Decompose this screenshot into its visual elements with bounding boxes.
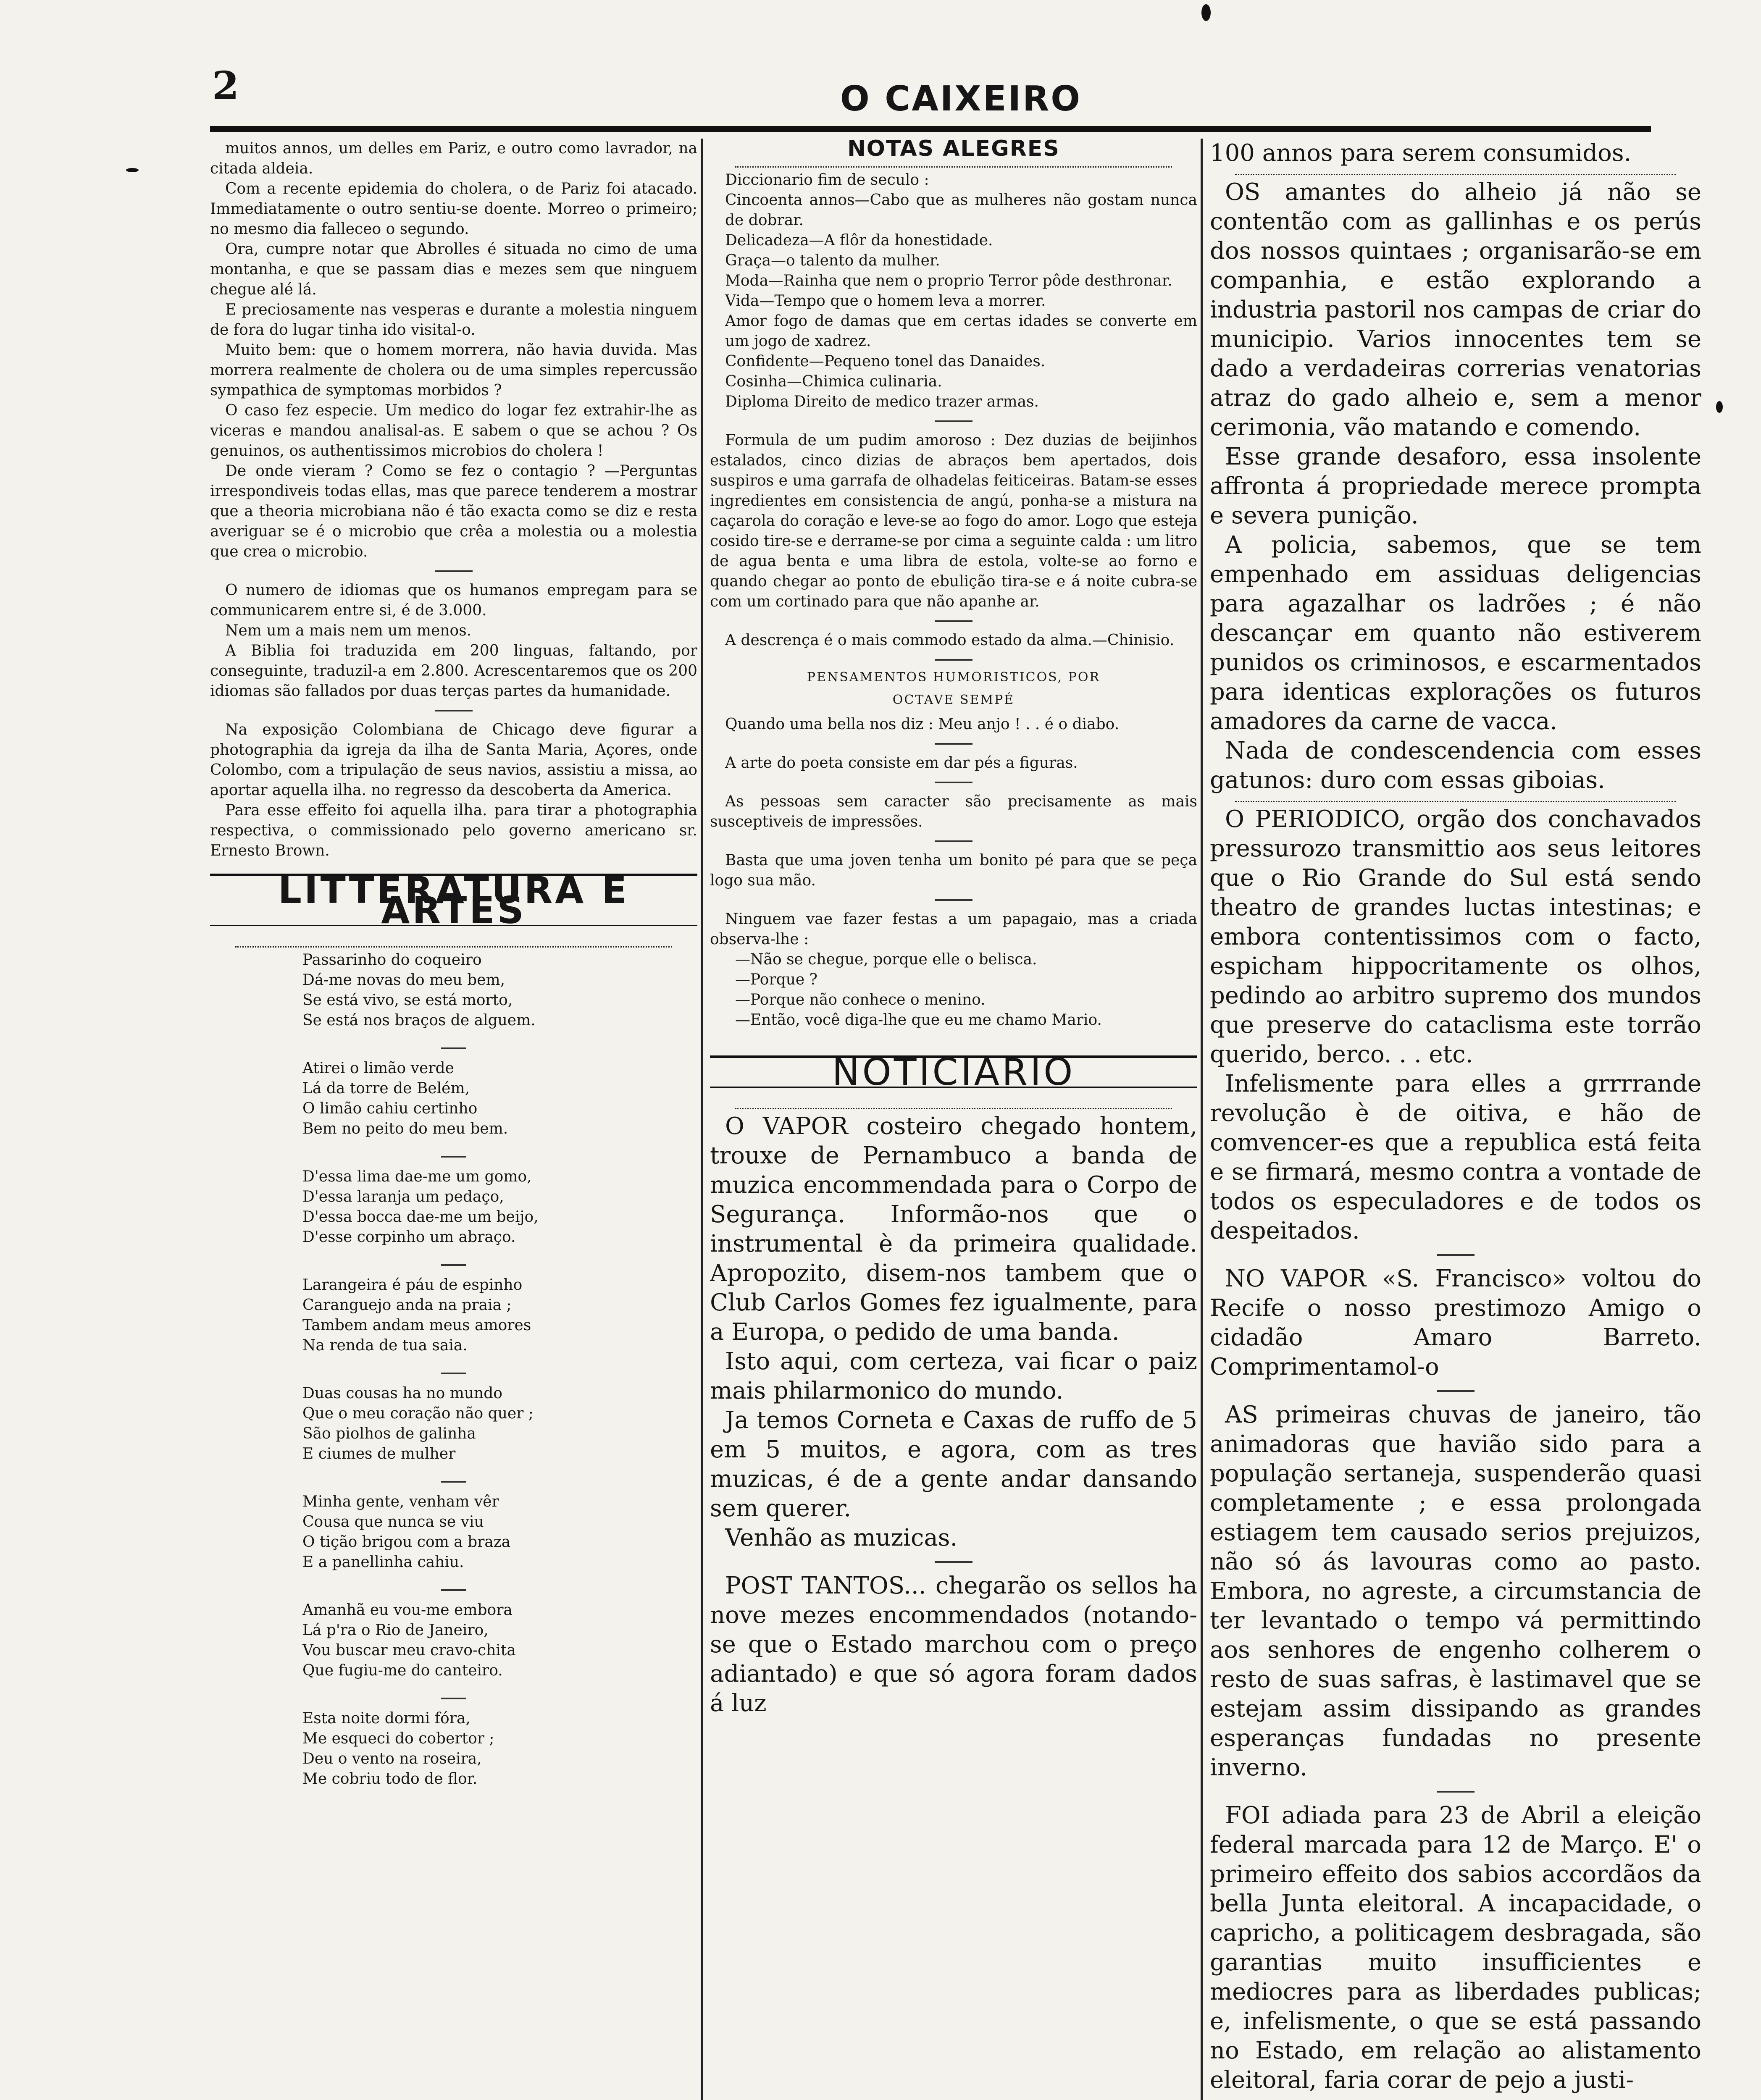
ink-speck [1716, 401, 1723, 413]
dictionary-entry: Amor fogo de damas que em certas idades se converte em um jogo de xadrez. [725, 312, 1197, 350]
ink-speck [1201, 4, 1211, 21]
section-title: LITTERATURA E ARTES [278, 869, 630, 932]
poem [302, 950, 697, 1789]
stanza [302, 1058, 697, 1139]
ornament-rule [735, 1105, 1172, 1109]
ink-speck [126, 168, 139, 172]
separator [935, 659, 972, 661]
separator [441, 1373, 466, 1374]
separator [441, 1481, 466, 1483]
paragraph: Quando uma bella nos diz : Meu anjo ! . . é o diabo. [725, 716, 1120, 733]
verse: Me cobriu todo de flor. [302, 1770, 478, 1788]
dialog-line: —Porque não conhece o menino. [735, 991, 986, 1008]
separator [935, 420, 972, 422]
paragraph: OS amantes do alheio já não se contentão com as gallinhas e os perús dos nossos quintaes ; organisarão-se em companhia, e estão explorando a industria pastoril nos campas de criar do municipio. Varios innocentes tem se dado a verdadeiras correrias venatorias atraz do gado alheio e, sem a menor cerimonia, vão matando e comendo. [1210, 178, 1701, 441]
dialog-line: —Então, você diga-lhe que eu me chamo Mario. [735, 1011, 1102, 1029]
paragraph: AS primeiras chuvas de janeiro, tão animadoras que havião sido para a população sertaneja, suspenderão quasi completamente ; e essa prolongada estiagem tem causado serios prejuizos, não só ás lavouras como ao pasto. Embora, no agreste, a circumstancia de ter levantado o tempo vá permittindo aos senhores de engenho colherem o resto de suas safras, è lastimavel que se estejam assim dissipando as grandes esperanças fundadas no presente inverno. [1210, 1401, 1701, 1781]
separator [441, 1264, 466, 1266]
stanza [302, 1275, 697, 1356]
verse: Me esqueci do cobertor ; [302, 1730, 494, 1747]
pensamentos-title: PENSAMENTOS HUMORISTICOS, POR [807, 670, 1101, 685]
dictionary-entry: Vida—Tempo que o homem leva a morrer. [725, 292, 1046, 310]
dictionary-list [710, 190, 1197, 412]
verse: E ciumes de mulher [302, 1445, 456, 1462]
paragraph: Muito bem: que o homem morrera, não havia duvida. Mas morrera realmente de cholera ou de uma simples repercussão sympathica de symptomas morbidos ? [210, 341, 697, 399]
dialog-line: —Porque ? [735, 971, 817, 988]
paragraph: As pessoas sem caracter são precisamente as mais susceptiveis de impressões. [710, 793, 1197, 830]
masthead-title: O CAIXEIRO [840, 79, 1082, 119]
paragraph: Infelismente para elles a grrrrande revolução è de oitiva, e hão de comvencer-es que a republica está feita e se firmará, mesmo contra a vontade de todos os especuladores e de todos os despeitados. [1210, 1070, 1701, 1244]
dictionary-entry: Delicadeza—A flôr da honestidade. [725, 232, 993, 249]
stanza [302, 1492, 697, 1572]
paragraph: A arte do poeta consiste em dar pés a figuras. [725, 754, 1078, 772]
verse: Se está nos braços de alguem. [302, 1012, 536, 1029]
dictionary-entry: Cosinha—Chimica culinaria. [725, 373, 942, 390]
paragraph: Esse grande desaforo, essa insolente affronta á propriedade merece prompta e severa punição. [1210, 443, 1701, 529]
paragraph: A Biblia foi traduzida em 200 linguas, faltando, por conseguinte, traduzil-a em 2.800. Acrescentaremos que os 200 idiomas são fallados por duas terças partes da humanidade. [210, 642, 697, 700]
verse: O limão cahiu certinho [302, 1100, 478, 1117]
stanza [302, 950, 697, 1031]
section-title: NOTICIARIO [832, 1050, 1075, 1094]
separator [1437, 1791, 1475, 1793]
col1-block-c [210, 720, 697, 861]
verse: O tição brigou com a braza [302, 1533, 511, 1551]
paragraph: Diccionario fim de seculo : [725, 171, 929, 189]
verse: Bem no peito do meu bem. [302, 1120, 508, 1137]
news-paragraph: O VAPOR costeiro chegado hontem, trouxe de Pernambuco a banda de muzica encommendada para o Corpo de Segurança. Informão-nos que o instrumental è da primeira qualidade. Apropozito, disem-nos tambem que o Club Carlos Gomes fez igualmente, para a Europa, o pedido de uma banda. [710, 1113, 1197, 1346]
separator [441, 1047, 466, 1049]
dictionary-entry: Confidente—Pequeno tonel das Danaides. [725, 353, 1046, 370]
column-2 [710, 139, 1197, 2100]
column-rule-2 [1201, 139, 1203, 2100]
dictionary-entry: Cincoenta annos—Cabo que as mulheres não gostam nunca de dobrar. [725, 192, 1197, 229]
separator [935, 1561, 972, 1563]
verse: Caranguejo anda na praia ; [302, 1297, 512, 1314]
news-paragraph: Ja temos Corneta e Caxas de ruffo de 5 em 5 muitos, e agora, com as tres muzicas, é de a gente andar dansando sem querer. [710, 1407, 1197, 1522]
page-number: 2 [212, 63, 239, 108]
col1-block-a [210, 139, 697, 562]
separator [935, 782, 972, 783]
ornament-rule [1235, 798, 1676, 802]
paragraph: Formula de um pudim amoroso : Dez duzias de beijinhos estalados, cinco dizias de abraços bem apertados, dois suspiros e uma garrafa de olhadelas feiticeiras. Batam-se esses ingredientes em consistencia de angú, ponha-se a mistura na caçarola do coração e leve-se ao fogo do amor. Logo que esteja cosido tire-se e derrame-se por cima a seguinte calda : um litro de agua benta e uma libra de estola, volte-se ao forno e quando chegar ao ponto de ebulição tira-se e á noite cubra-se com um cortinado para que não apanhe ar. [710, 432, 1197, 610]
dialog-lines [710, 950, 1197, 1030]
paragraph: Basta que uma joven tenha um bonito pé para que se peça logo sua mão. [710, 852, 1197, 889]
verse: D'essa laranja um pedaço, [302, 1188, 504, 1205]
separator [441, 1156, 466, 1158]
verse: Amanhã eu vou-me embora [302, 1601, 513, 1619]
header-rule [210, 126, 1651, 132]
news-paragraph: Isto aqui, com certeza, vai ficar o paiz mais philarmonico do mundo. [710, 1348, 1197, 1404]
separator [435, 710, 473, 711]
news-paragraph: POST TANTOS... chegarão os sellos ha nove mezes encommendados (notando-se que o Estado marchou com o preço adiantado) e que só agora foram dados á luz [710, 1572, 1197, 1717]
verse: Que o meu coração não quer ; [302, 1405, 534, 1422]
paragraph: Ora, cumpre notar que Abrolles é situada no cimo de uma montanha, e que se passam dias e mezes sem que ninguem chegue alé lá. [210, 241, 697, 298]
paragraph: Nada de condescendencia com esses gatunos: duro com essas giboias. [1210, 737, 1701, 794]
verse: Passarinho do coqueiro [302, 951, 482, 969]
dictionary-entry: Graça—o talento da mulher. [725, 252, 940, 269]
verse: São piolhos de galinha [302, 1425, 476, 1442]
verse: E a panellinha cahiu. [302, 1554, 464, 1571]
paragraph: O numero de idiomas que os humanos empregam para se communicarem entre si, é de 3.000. [210, 582, 697, 619]
verse: Duas cousas ha no mundo [302, 1385, 502, 1402]
stanza [302, 1167, 697, 1247]
ornament-rule [1235, 171, 1676, 175]
paragraph: E preciosamente nas vesperas e durante a molestia ninguem de fora do lugar tinha ido visital-o. [210, 301, 697, 339]
paragraph: O PERIODICO, orgão dos conchavados pressurozo transmittio aos seus leitores que o Rio Grande do Sul está sendo theatro de grandes luctas intestinas; e embora contentissimos com o facto, espicham hippocritamente os olhos, pedindo ao arbitro supremo dos mundos que preserve do cataclisma este torrão querido, berco. . . etc. [1210, 806, 1701, 1068]
dialog-line: —Não se chegue, porque elle o belisca. [735, 951, 1037, 968]
separator [441, 1698, 466, 1699]
separator [441, 1589, 466, 1591]
news-block [710, 1112, 1197, 1718]
separator [1437, 1390, 1475, 1392]
dictionary-entry: Diploma Direito de medico trazer armas. [725, 393, 1039, 410]
verse: Lá da torre de Belém, [302, 1080, 470, 1097]
dictionary-entry: Moda—Rainha que nem o proprio Terror pôde desthronar. [725, 272, 1172, 289]
verse: D'esse corpinho um abraço. [302, 1228, 516, 1246]
verse: Dá-me novas do meu bem, [302, 971, 505, 989]
verse: Vou buscar meu cravo-chita [302, 1642, 516, 1659]
paragraph: O caso fez especie. Um medico do logar fez extrahir-lhe as viceras e mandou analisal-as. E sabem o que se achou ? Os genuinos, os authentissimos microbios do cholera ! [210, 402, 697, 459]
col1-block-b [210, 580, 697, 701]
paragraph: Para esse effeito foi aquella ilha. para tirar a photographia respectiva, o commissionado pelo governo americano sr. Ernesto Brown. [210, 802, 697, 859]
verse: Se está vivo, se está morto, [302, 992, 513, 1009]
verse: D'essa bocca dae-me um beijo, [302, 1208, 539, 1226]
verse: Larangeira é páu de espinho [302, 1276, 523, 1294]
litteratura-header [210, 869, 697, 932]
paragraph: Nem um a mais nem um menos. [225, 622, 472, 639]
verse: Esta noite dormi fóra, [302, 1710, 470, 1727]
verse: Tambem andam meus amores [302, 1317, 531, 1334]
paragraph: muitos annos, um delles em Pariz, e outro como lavrador, na citada aldeia. [210, 140, 697, 177]
stanza [302, 1709, 697, 1789]
verse: Minha gente, venham vêr [302, 1493, 499, 1510]
noticiario-header [710, 1050, 1197, 1094]
verse: Deu o vento na roseira, [302, 1750, 482, 1767]
paragraph: Na exposição Colombiana de Chicago deve figurar a photographia da igreja da ilha de Santa Maria, Açores, onde Colombo, com a tripulação de seus navios, assistiu a missa, ao aportar aquella ilha. no regresso da descoberta da America. [210, 721, 697, 799]
paragraph: De onde vieram ? Como se fez o contagio ? —Perguntas irrespondiveis todas ellas, mas que parece tenderem a mostrar que a theoria microbiana não é tão exacta como se diz e resta averiguar se é o microbio que crêa a molestia ou a molestia que crea o microbio. [210, 462, 697, 560]
verse: Lá p'ra o Rio de Janeiro, [302, 1622, 489, 1639]
ornament-rule [735, 163, 1172, 168]
news-paragraph: Venhão as muzicas. [725, 1524, 958, 1551]
section-title: NOTAS ALEGRES [847, 139, 1060, 161]
paragraph: FOI adiada para 23 de Abril a eleição federal marcada para 12 de Março. E' o primeiro effeito dos sabios accordãos da bella Junta eleitoral. A incapacidade, o capricho, a politicagem desbragada, são garantias muito insufficientes e mediocres para as liberdades publicas; e, infelismente, o que se está passando no Estado, em relação ao alistamento eleitoral, faria corar de pejo a justi- [1210, 1802, 1701, 2094]
pensamentos-author: OCTAVE SEMPÉ [892, 693, 1015, 707]
column-rule-1 [701, 139, 703, 2100]
stanza [302, 1383, 697, 1464]
verse: D'essa lima dae-me um gomo, [302, 1168, 532, 1185]
paragraph: 100 annos para serem consumidos. [1210, 139, 1632, 167]
column-3 [1210, 139, 1701, 2100]
separator [1437, 1254, 1475, 1256]
stanza [302, 1600, 697, 1681]
ornament-rule [235, 943, 672, 948]
separator [935, 899, 972, 901]
column-1 [210, 139, 697, 2100]
paragraph: Ninguem vae fazer festas a um papagaio, mas a criada observa-lhe : [710, 911, 1197, 948]
verse: Atirei o limão verde [302, 1060, 454, 1077]
verse: Que fugiu-me do canteiro. [302, 1662, 503, 1679]
separator [935, 743, 972, 745]
separator [435, 570, 473, 572]
separator [935, 620, 972, 622]
paragraph: A descrença é o mais commodo estado da alma.—Chinisio. [725, 632, 1175, 649]
paragraph: NO VAPOR «S. Francisco» voltou do Recife o nosso prestimozo Amigo o cidadão Amaro Barreto. Comprimentamol-o [1210, 1265, 1701, 1381]
paragraph: Com a recente epidemia do cholera, o de Pariz foi atacado. Immediatamente o outro sentiu-se doente. Morreo o primeiro; no mesmo dia falleceo o segundo. [210, 180, 697, 238]
paragraph: A policia, sabemos, que se tem empenhado em assiduas deligencias para agazalhar os ladrões ; é não descançar em quanto não estiverem punidos os criminosos, e escarmentados para identicas explorações os futuros amadores da carne de vacca. [1210, 531, 1701, 735]
verse: Cousa que nunca se viu [302, 1513, 484, 1530]
separator [935, 840, 972, 842]
verse: Na renda de tua saia. [302, 1337, 468, 1354]
